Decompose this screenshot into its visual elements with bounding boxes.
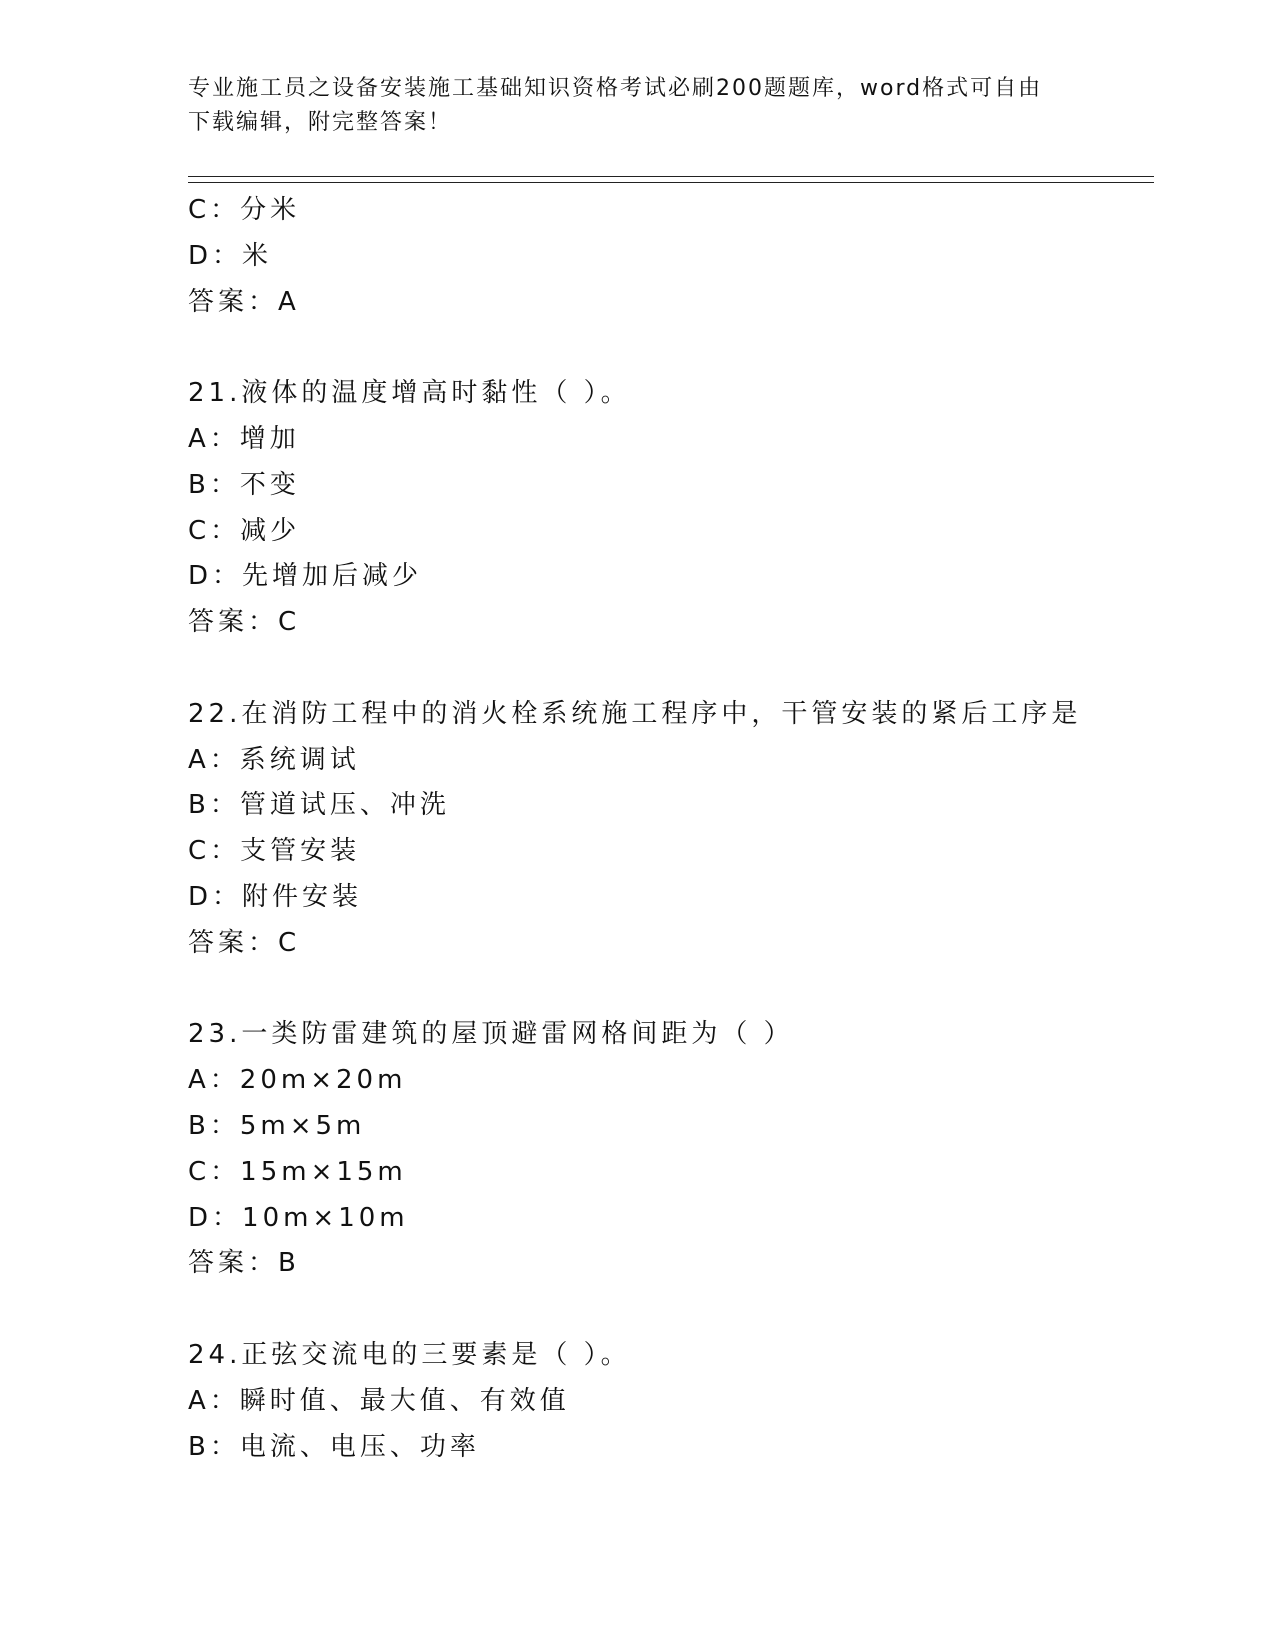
option-c: C：分米	[188, 195, 301, 225]
spacer	[188, 325, 1154, 371]
option-c: C：减少	[188, 515, 301, 546]
question-22	[188, 692, 1154, 967]
option-b: B：管道试压、冲洗	[188, 790, 450, 821]
spacer	[188, 1287, 1154, 1333]
header-line-2: 下载编辑，附完整答案！	[188, 110, 453, 135]
question-21	[188, 371, 1154, 646]
option-d: D：附件安装	[188, 881, 363, 912]
question-text: 21.液体的温度增高时黏性（ ）。	[188, 378, 631, 409]
option-b: B：电流、电压、功率	[188, 1431, 480, 1462]
question-text: 23.一类防雷建筑的屋顶避雷网格间距为（ ）	[188, 1019, 794, 1050]
spacer	[188, 646, 1154, 692]
option-b: B：5m×5m	[188, 1110, 366, 1141]
answer: 答案：C	[188, 927, 301, 958]
question-23	[188, 1012, 1154, 1287]
question-text: 22.在消防工程中的消火栓系统施工程序中，干管安装的紧后工序是	[188, 698, 1082, 729]
document-header	[188, 72, 1068, 140]
option-a: A：增加	[188, 423, 300, 454]
option-a: A：瞬时值、最大值、有效值	[188, 1385, 570, 1416]
option-c: C：支管安装	[188, 836, 361, 867]
header-line-1: 专业施工员之设备安装施工基础知识资格考试必刷200题题库，word格式可自由	[188, 76, 1043, 101]
option-d: D：10m×10m	[188, 1202, 409, 1233]
question-24	[188, 1333, 1154, 1470]
question-list	[188, 188, 1154, 1470]
answer: 答案：C	[188, 607, 301, 638]
question-text: 24.正弦交流电的三要素是（ ）。	[188, 1339, 631, 1370]
answer: 答案：A	[188, 286, 300, 317]
option-c: C：15m×15m	[188, 1156, 407, 1187]
header-divider-top	[188, 176, 1154, 177]
option-d: D：米	[188, 240, 273, 271]
header-divider-bottom	[188, 182, 1154, 183]
option-b: B：不变	[188, 469, 300, 500]
spacer	[188, 967, 1154, 1013]
option-a: A：20m×20m	[188, 1065, 407, 1096]
answer: 答案：B	[188, 1248, 300, 1279]
option-d: D：先增加后减少	[188, 561, 423, 592]
option-a: A：系统调试	[188, 744, 360, 775]
